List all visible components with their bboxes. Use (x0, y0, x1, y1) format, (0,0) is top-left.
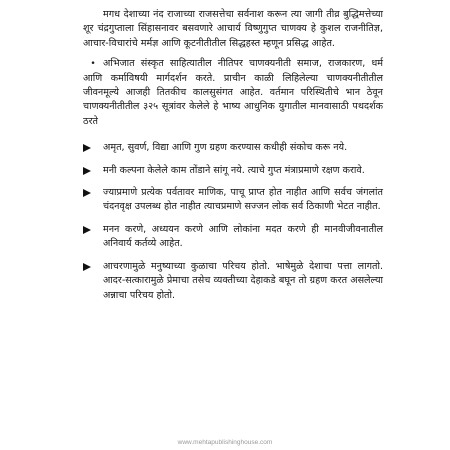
quote-bullet (83, 186, 383, 215)
intro-paragraph-2 (83, 57, 383, 129)
quote-bullet-text: मनी कल्पना केलेले काम तोंडाने सांगू नये. त्याचे गुप्त मंत्राप्रमाणे रक्षण करावे. (103, 164, 365, 176)
paragraph-dot-marker: • (90, 59, 96, 70)
quote-bullet-list (83, 141, 383, 303)
intro-paragraph-1: मगध देशाच्या नंद राजाच्या राजसत्तेचा सर्वनाश करून त्या जागी तीव्र बुद्धिमत्तेच्या शूर चंद्रगुप्ताला सिंहासनावर बसवणारे आचार्य विष्णुगुप्त चाणक्य हे कुशल राजनीतिज्ञ, आचार-विचारांचे मर्मज्ञ आणि कूटनीतीतील सिद्धहस्त म्हणून प्रसिद्ध आहेत. (83, 9, 383, 49)
quote-bullet (83, 223, 383, 252)
quote-bullet-text: आचरणामुळे मनुष्याच्या कुळाचा परिचय होतो. भाषेमुळे देशाचा पत्ता लागतो. आदर-सत्कारामुळे प्रेमाचा तसेच व्यक्तीच्या देहाकडे बघून तो ग्रहण करत असलेल्या अन्नाचा परिचय होतो. (103, 260, 383, 301)
triangle-arrow-icon (83, 189, 91, 197)
publisher-watermark: www.mehtapublishinghouse.com (177, 439, 273, 446)
blurb-text-column (83, 8, 383, 311)
intro-paragraph-2-text: अभिजात संस्कृत साहित्यातील नीतिपर चाणक्यनीती समाज, राजकारण, धर्म आणि कर्माविषयी मार्गदर्शन करते. प्राचीन काळी लिहिलेल्या चाणक्यनीतीतील जीवनमूल्ये आजही तितकीच कालसुसंगत आहेत. वर्तमान परिस्थितीचे भान ठेवून चाणक्यनीतीतील ३२५ सूत्रांवर केलेले हे भाष्य आधुनिक युगातील मानवासाठी पथदर्शक ठरते (83, 58, 383, 127)
quote-bullet-text: ज्याप्रमाणे प्रत्येक पर्वतावर माणिक, पाचू प्राप्त होत नाहीत आणि सर्वच जंगलांत चंदनवृक्ष उपलब्ध होत नाहीत त्याचप्रमाणे सज्जन लोक सर्व ठिकाणी भेटत नाहीत. (103, 187, 383, 213)
quote-bullet-text: मनन करणे, अध्ययन करणे आणि लोकांना मदत करणे ही मानवीजीवनातील अनिवार्य कर्तव्ये आहेत. (103, 223, 383, 250)
triangle-arrow-icon (83, 167, 91, 175)
triangle-arrow-icon (83, 263, 91, 271)
quote-bullet (83, 141, 383, 155)
triangle-arrow-icon (83, 144, 91, 152)
triangle-arrow-icon (83, 226, 91, 234)
quote-bullet (83, 260, 383, 303)
quote-bullet (83, 164, 383, 178)
quote-bullet-text: अमृत, सुवर्ण, विद्या आणि गुण ग्रहण करण्यास कधीही संकोच करू नये. (103, 142, 348, 154)
